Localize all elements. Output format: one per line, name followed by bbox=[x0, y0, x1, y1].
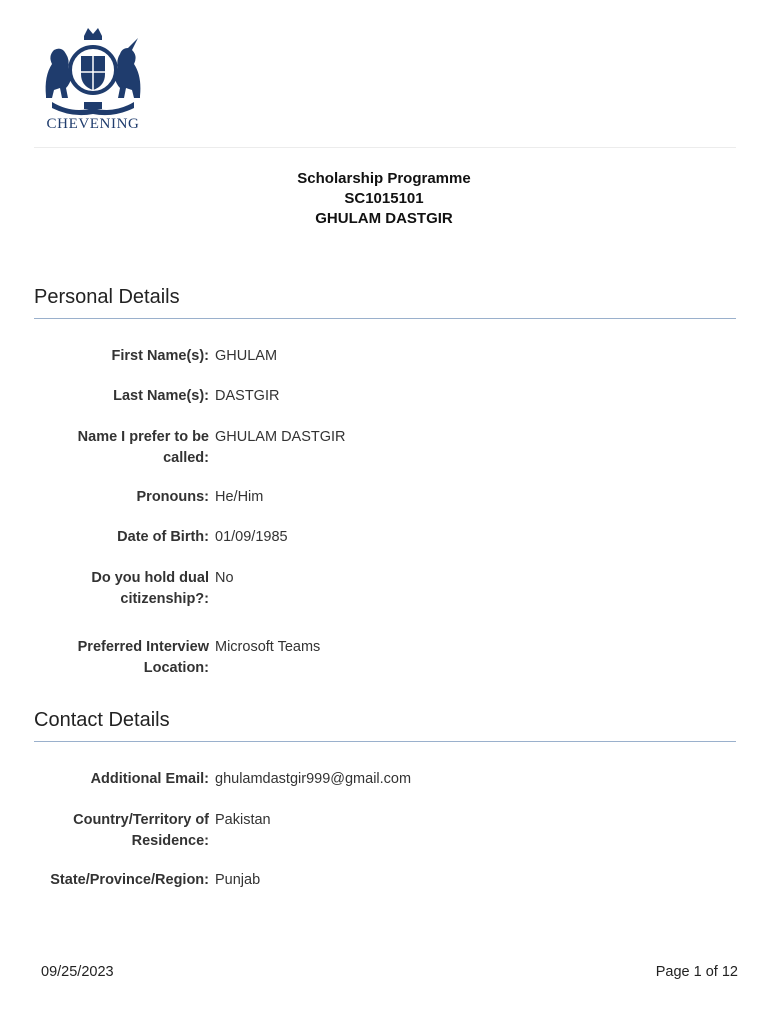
field-label: Pronouns: bbox=[136, 489, 209, 505]
field-value: Microsoft Teams bbox=[215, 639, 321, 655]
field-value: Pakistan bbox=[215, 812, 271, 828]
chevening-logo bbox=[38, 26, 148, 138]
reference-number: SC1015101 bbox=[344, 190, 424, 207]
field-label: Date of Birth: bbox=[117, 529, 209, 545]
field-label: Name I prefer to be called: bbox=[77, 429, 209, 466]
applicant-name: GHULAM DASTGIR bbox=[315, 210, 453, 227]
field-label: Additional Email: bbox=[90, 771, 209, 787]
field-value: No bbox=[215, 570, 234, 586]
field-label: State/Province/Region: bbox=[50, 872, 209, 888]
field-value: 01/09/1985 bbox=[215, 529, 288, 545]
field-label: Do you hold dual citizenship?: bbox=[91, 570, 209, 607]
royal-crest-icon bbox=[38, 26, 148, 116]
field-value: ghulamdastgir999@gmail.com bbox=[215, 771, 412, 787]
field-value: He/Him bbox=[215, 489, 264, 505]
logo-wordmark: CHEVENING bbox=[46, 116, 140, 132]
field-label: Preferred Interview Location: bbox=[77, 639, 209, 676]
footer-date: 09/25/2023 bbox=[41, 964, 114, 980]
field-label: Country/Territory of Residence: bbox=[73, 812, 209, 849]
field-value: GHULAM DASTGIR bbox=[215, 429, 346, 445]
field-value: Punjab bbox=[215, 872, 261, 888]
document-header bbox=[0, 169, 768, 229]
header-divider bbox=[34, 147, 736, 148]
field-value: DASTGIR bbox=[215, 388, 280, 404]
field-label: First Name(s): bbox=[111, 348, 209, 364]
section-divider bbox=[34, 318, 736, 319]
field-value: GHULAM bbox=[215, 348, 278, 364]
field-label: Last Name(s): bbox=[113, 388, 209, 404]
programme-title: Scholarship Programme bbox=[297, 170, 471, 187]
section-divider bbox=[34, 741, 736, 742]
section-title-contact-details: Contact Details bbox=[34, 709, 170, 731]
page-number: Page 1 of 12 bbox=[655, 964, 738, 980]
section-title-personal-details: Personal Details bbox=[34, 286, 180, 308]
